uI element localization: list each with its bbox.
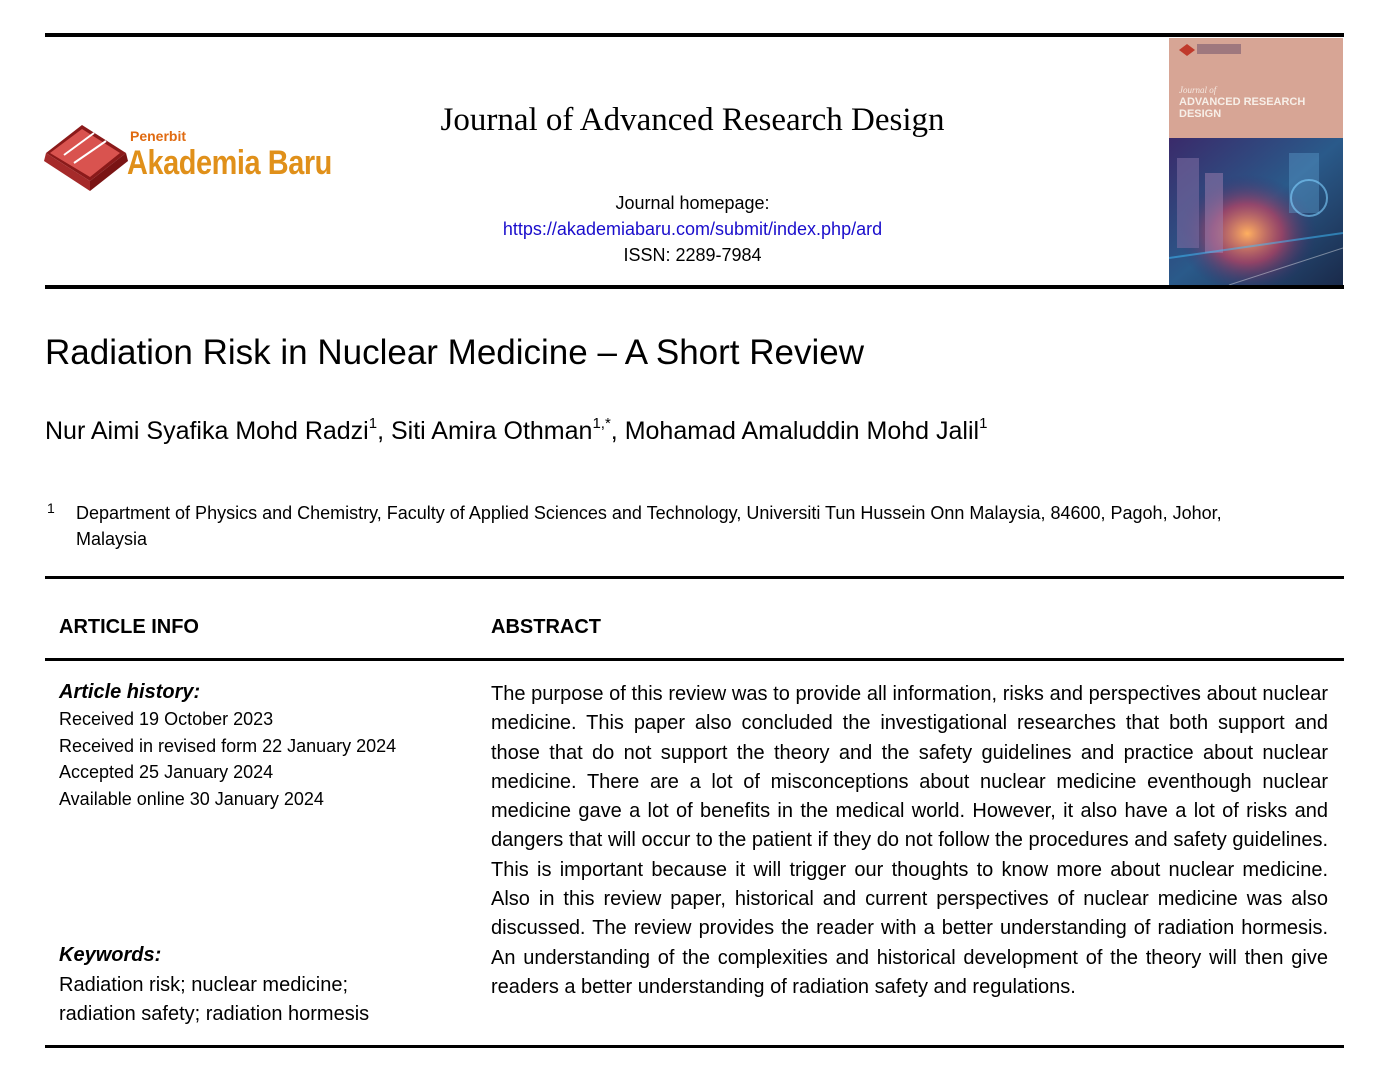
info-bottom-rule — [45, 1045, 1344, 1048]
homepage-label: Journal homepage: — [615, 193, 770, 213]
issn: ISSN: 2289-7984 — [623, 245, 762, 265]
cover-publisher-icon — [1169, 38, 1343, 78]
keywords-heading: Keywords: — [59, 944, 162, 966]
cover-artwork — [1169, 138, 1343, 285]
info-head-rule — [45, 658, 1344, 661]
logo-penerbit-text: Penerbit — [130, 128, 187, 144]
affiliation-number: 1 — [47, 500, 55, 516]
journal-cover-image — [1169, 38, 1343, 285]
affiliation-line: Malaysia — [76, 529, 148, 549]
journal-title: Journal of Advanced Research Design — [440, 102, 945, 138]
author-list: Nur Aimi Syafika Mohd Radzi$^1$, Siti Amira Othman$^{1,*}$, Mohamad Amaluddin Mohd Jalil$^1$ — [45, 415, 988, 445]
author-name: Nur Aimi Syafika Mohd Radzi — [45, 417, 369, 445]
paper-title: Radiation Risk in Nuclear Medicine – A Short Review — [45, 333, 864, 372]
history-item: Available online 30 January 2024 — [59, 789, 324, 809]
logo-name-text: Akademia Baru — [127, 144, 332, 182]
author-affiliation-sup: 1,* — [592, 415, 611, 432]
affiliation-line: Department of Physics and Chemistry, Faculty of Applied Sciences and Technology, Universiti Tun Hussein Onn Malaysia, 84600, Pagoh, Johor, — [76, 503, 1222, 523]
affiliation — [76, 500, 1316, 552]
homepage-link[interactable] — [440, 219, 945, 240]
cover-title: ADVANCED RESEARCH DESIGN — [1179, 96, 1306, 120]
keywords-line: Radiation risk; nuclear medicine; — [59, 974, 349, 996]
history-item: Received in revised form 22 January 2024 — [59, 736, 397, 756]
cover-top-panel — [1169, 38, 1343, 138]
article-history-heading: Article history: — [59, 681, 201, 703]
abstract-heading: ABSTRACT — [491, 616, 601, 638]
header-bottom-rule — [45, 285, 1344, 289]
info-top-rule — [45, 576, 1344, 579]
author-affiliation-sup: 1 — [368, 415, 378, 432]
top-rule — [45, 33, 1344, 37]
history-item: Accepted 25 January 2024 — [59, 762, 274, 782]
article-info-heading: ARTICLE INFO — [59, 616, 199, 638]
cover-journal-of: Journal of — [1179, 85, 1217, 95]
author-name: Siti Amira Othman — [390, 417, 593, 445]
history-item: Received 19 October 2023 — [59, 709, 274, 729]
keywords-line: radiation safety; radiation hormesis — [59, 1003, 370, 1025]
author-affiliation-sup: 1 — [979, 415, 988, 432]
abstract-text: The purpose of this review was to provide all information, risks and perspectives about nuclear medicine. This paper also concluded the investigational researches that both support and those that do not support the theory and the safety guidelines and practice about nuclear medicine. There are a lot of misconceptions about nuclear medicine eventhough nuclear medicine gave a lot of benefits in the medical world. However, it also have a lot of risks and dangers that will occur to the patient if they do not follow the procedures and safety guidelines. This is important because it will trigger our thoughts to know more about nuclear medicine. Also in this review paper, historical and current perspectives of nuclear medicine was also discussed. The review provides the reader with a better understanding of radiation hormesis. An understanding of the complexities and historical development of the theory will then give readers a better understanding of radiation safety and regulations. — [491, 683, 1328, 998]
author-name: Mohamad Amaluddin Mohd Jalil — [624, 417, 980, 445]
homepage-url[interactable]: https://akademiabaru.com/submit/index.php/ard — [502, 219, 883, 239]
